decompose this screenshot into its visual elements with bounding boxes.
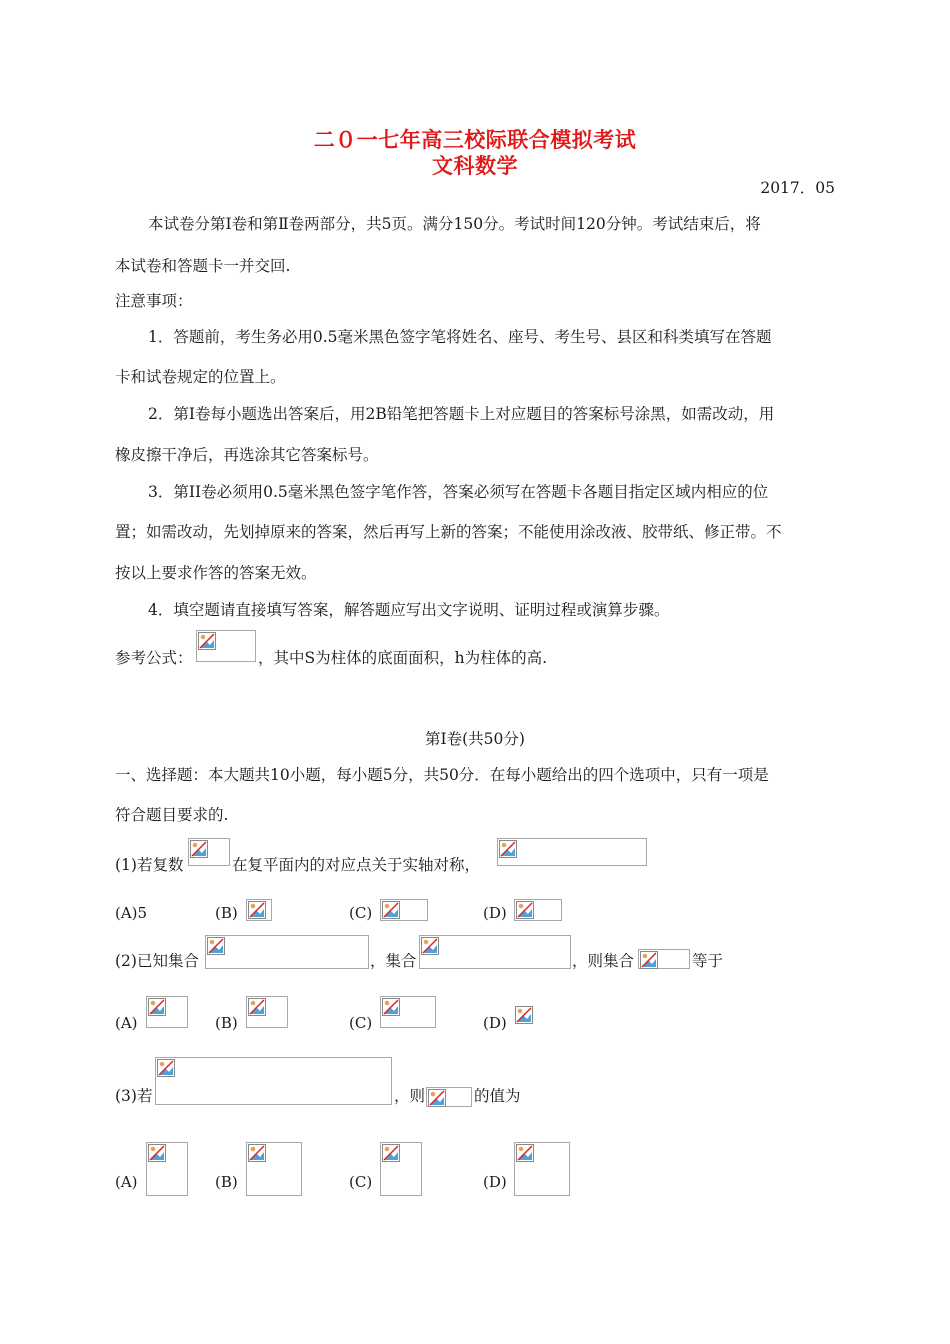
broken-image-icon — [207, 937, 225, 955]
question-2-prefix: (2)已知集合 — [115, 952, 199, 970]
broken-image-icon — [190, 840, 208, 858]
broken-image-icon — [382, 998, 400, 1016]
notice-item: 3．第II卷必须用0.5毫米黑色签字笔作答，答案必须写在答题卡各题目指定区域内相应的位 — [148, 483, 769, 501]
formula-description: ，其中S为柱体的底面面积，h为柱体的高. — [258, 649, 548, 667]
notice-heading: 注意事项： — [115, 292, 193, 310]
broken-image-icon — [428, 1089, 446, 1107]
question-1-text: 在复平面内的对应点关于实轴对称， — [232, 856, 481, 874]
broken-image-icon — [248, 1144, 266, 1162]
exam-title: 二０一七年高三校际联合模拟考试 — [313, 127, 637, 152]
exam-subtitle: 文科数学 — [432, 153, 518, 178]
option-a: (A) — [115, 1173, 138, 1191]
broken-image-icon — [516, 901, 534, 919]
exam-date: 2017．05 — [760, 179, 835, 197]
notice-item: 卡和试卷规定的位置上。 — [115, 368, 286, 386]
broken-image-icon — [382, 1144, 400, 1162]
option-c: (C) — [349, 904, 373, 922]
option-b: (B) — [215, 904, 238, 922]
notice-item: 2．第Ⅰ卷每小题选出答案后，用2B铅笔把答题卡上对应题目的答案标号涂黑，如需改动，用 — [148, 405, 775, 423]
notice-item: 橡皮擦干净后，再选涂其它答案标号。 — [115, 446, 379, 464]
notice-item: 置；如需改动，先划掉原来的答案，然后再写上新的答案；不能使用涂改液、胶带纸、修正带。不 — [115, 523, 782, 541]
question-1-prefix: (1)若复数 — [115, 856, 184, 874]
question-2-text: ，集合 — [370, 952, 417, 970]
option-d: (D) — [483, 904, 507, 922]
option-d-image — [514, 1142, 570, 1196]
intro-paragraph-line: 本试卷和答题卡一并交回. — [115, 257, 291, 275]
option-b-image — [246, 899, 272, 921]
question-3-image — [155, 1057, 392, 1105]
broken-image-icon — [148, 1144, 166, 1162]
question-2-image — [638, 949, 690, 969]
question-3-prefix: (3)若 — [115, 1087, 153, 1105]
broken-image-icon — [248, 901, 266, 919]
option-a-image — [146, 996, 188, 1028]
broken-image-icon — [515, 1006, 533, 1024]
option-c-image — [380, 899, 428, 921]
question-3-text: 的值为 — [474, 1087, 521, 1105]
option-d: (D) — [483, 1173, 507, 1191]
question-3-text: ，则 — [394, 1087, 426, 1105]
broken-image-icon — [157, 1059, 175, 1077]
broken-image-icon — [148, 998, 166, 1016]
broken-image-icon — [198, 632, 216, 650]
option-b-image — [246, 1142, 302, 1196]
option-b: (B) — [215, 1173, 238, 1191]
notice-item: 按以上要求作答的答案无效。 — [115, 564, 317, 582]
question-1-image — [188, 838, 230, 866]
question-3-image — [426, 1087, 472, 1107]
broken-image-icon — [640, 951, 658, 969]
option-c-image — [380, 1142, 422, 1196]
option-a: (A) — [115, 1014, 138, 1032]
formula-image — [196, 630, 256, 662]
intro-paragraph-line: 本试卷分第Ⅰ卷和第Ⅱ卷两部分，共5页。满分150分。考试时间120分钟。考试结束后，将 — [148, 215, 761, 233]
option-d-image — [514, 1005, 536, 1027]
broken-image-icon — [248, 998, 266, 1016]
option-a: (A)5 — [115, 904, 148, 922]
option-c: (C) — [349, 1173, 373, 1191]
notice-item: 1．答题前，考生务必用0.5毫米黑色签字笔将姓名、座号、考生号、县区和科类填写在答题 — [148, 328, 772, 346]
formula-label: 参考公式： — [115, 649, 193, 667]
broken-image-icon — [516, 1144, 534, 1162]
notice-item: 4．填空题请直接填写答案，解答题应写出文字说明、证明过程或演算步骤。 — [148, 601, 670, 619]
option-c-image — [380, 996, 436, 1028]
section-description: 符合题目要求的. — [115, 806, 229, 824]
option-b-image — [246, 996, 288, 1028]
option-c: (C) — [349, 1014, 373, 1032]
option-d-image — [514, 899, 562, 921]
question-2-text: ，则集合 — [572, 952, 635, 970]
broken-image-icon — [421, 937, 439, 955]
broken-image-icon — [499, 840, 517, 858]
broken-image-icon — [382, 901, 400, 919]
question-1-image — [497, 838, 647, 866]
section-description: 一、选择题：本大题共10小题，每小题5分，共50分．在每小题给出的四个选项中，只有一项是 — [115, 766, 769, 784]
section-heading: 第Ⅰ卷(共50分) — [425, 730, 525, 748]
option-a-image — [146, 1142, 188, 1196]
option-b: (B) — [215, 1014, 238, 1032]
question-2-image — [419, 935, 571, 969]
question-2-image — [205, 935, 369, 969]
question-2-text: 等于 — [692, 952, 724, 970]
option-d: (D) — [483, 1014, 507, 1032]
